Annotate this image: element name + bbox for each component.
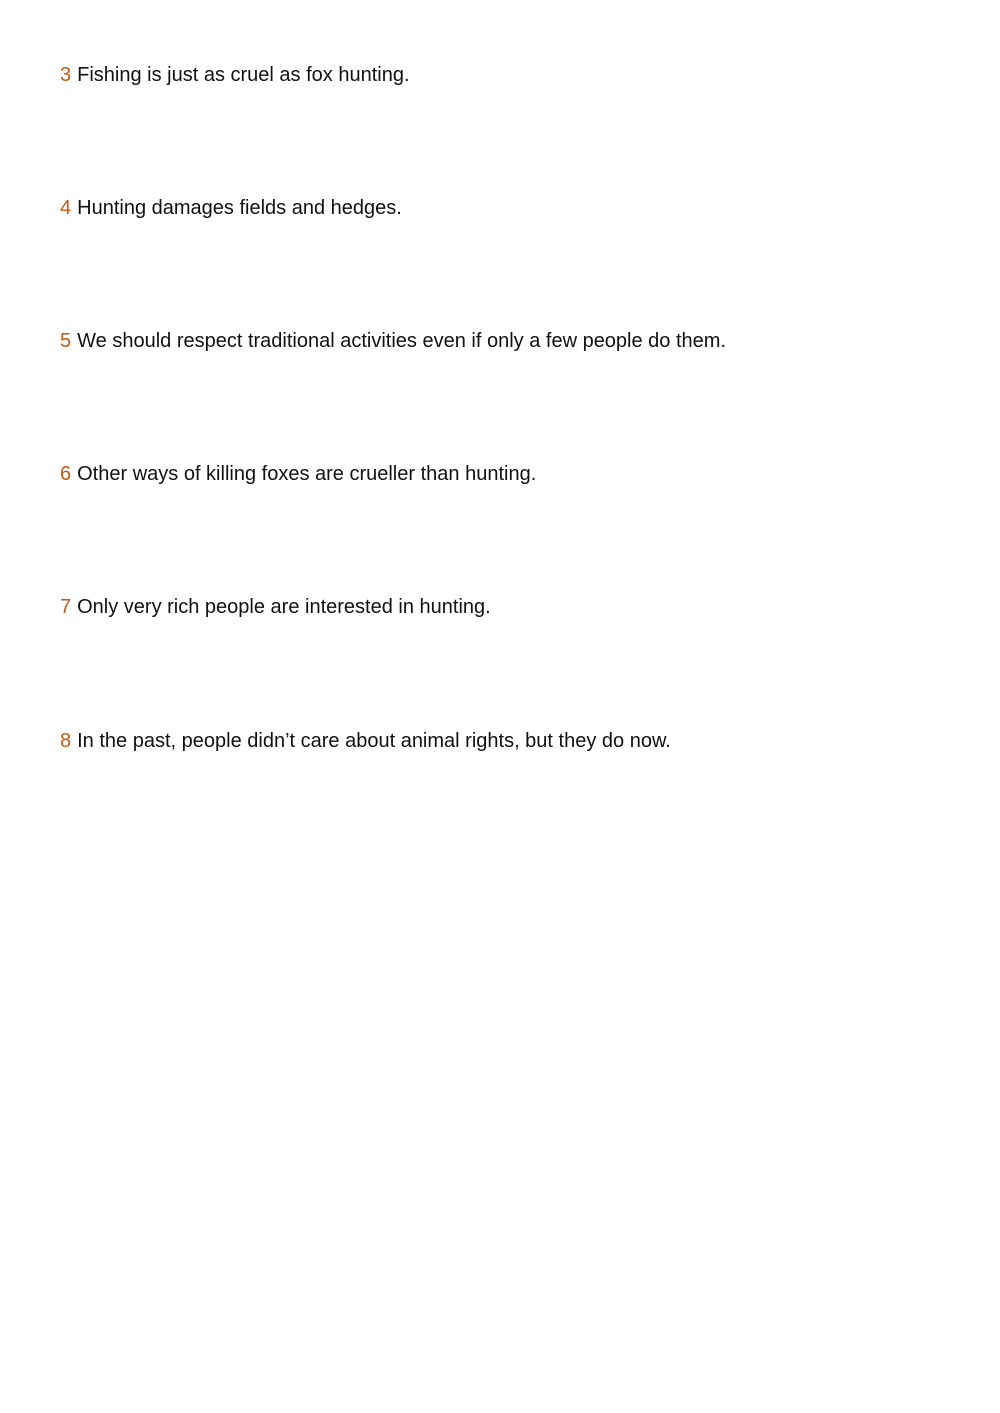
statement-text: Other ways of killing foxes are crueller than hunting. xyxy=(77,463,537,485)
statement-4 xyxy=(60,196,960,220)
statement-number: 6 xyxy=(60,463,72,485)
statement-5 xyxy=(60,329,960,353)
statement-text: Only very rich people are interested in hunting. xyxy=(77,596,491,618)
statement-number: 5 xyxy=(60,330,72,352)
statement-text: Hunting damages fields and hedges. xyxy=(77,197,402,219)
statement-7 xyxy=(60,595,960,619)
statement-6 xyxy=(60,462,960,486)
statement-number: 4 xyxy=(60,197,72,219)
statement-number: 7 xyxy=(60,596,72,618)
statement-text: We should respect traditional activities even if only a few people do them. xyxy=(77,330,727,352)
statement-3 xyxy=(60,63,960,87)
statement-number: 8 xyxy=(60,730,72,752)
statement-text: In the past, people didn’t care about animal rights, but they do now. xyxy=(77,730,671,752)
statement-8 xyxy=(60,729,960,753)
statement-number: 3 xyxy=(60,64,72,86)
statement-text: Fishing is just as cruel as fox hunting. xyxy=(77,64,410,86)
